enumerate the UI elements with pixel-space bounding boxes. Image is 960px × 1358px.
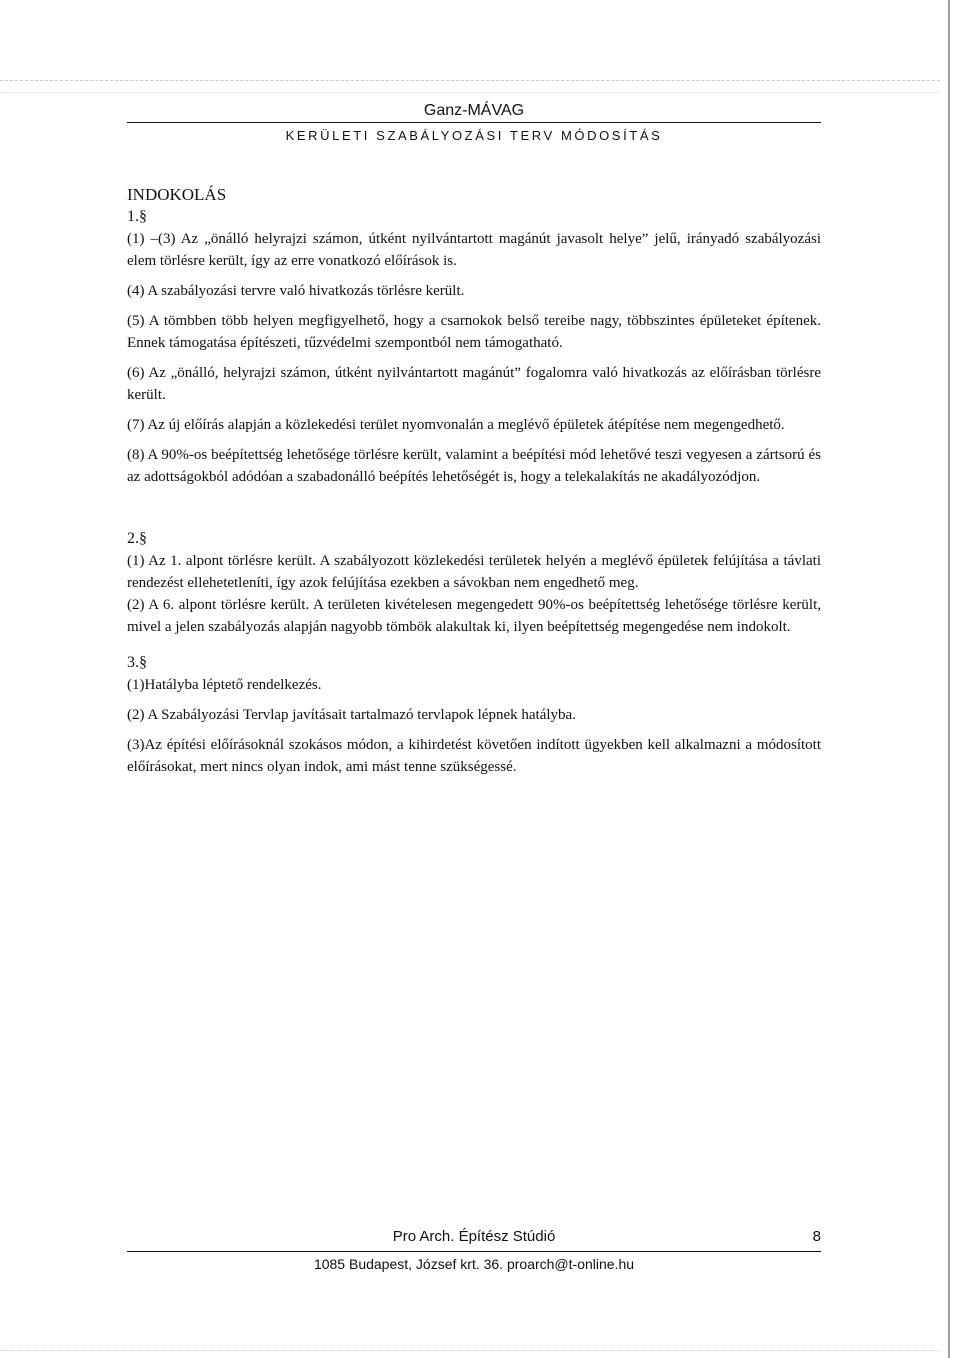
section-label-3: 3.§ (127, 654, 147, 671)
page-number: 8 (812, 1228, 821, 1245)
section-heading: INDOKOLÁS (127, 185, 227, 204)
paragraph-3-2: (2) A Szabályozási Tervlap javításait tartalmazó tervlapok lépnek hatályba. (127, 707, 576, 723)
section-label-2: 2.§ (127, 530, 147, 547)
header-title: Ganz-MÁVAG (423, 102, 525, 119)
page-footer (127, 1228, 821, 1272)
scan-edge-right (948, 0, 950, 1358)
paragraph-1-4: (4) A szabályozási tervre való hivatkozás törlésre került. (127, 283, 465, 299)
page-header (127, 102, 821, 147)
scan-edge-bottom (0, 1350, 940, 1351)
paragraph-1-1: (1) –(3) Az „önálló helyrajzi számon, útként nyilvántartott magánút javasolt helye” jelű, irányadó szabályozási elem törlésre került, így az erre vonatkozó előírások is. (127, 231, 821, 269)
paragraph-2-1: (1) Az 1. alpont törlésre került. A szabályozott közlekedési területek helyén a meglévő épületek felújítása a távlati rendezést ellehetetleníti, így azok felújítása ezekben a sávokban nem engedhető meg. (127, 553, 821, 591)
paragraph-1-6: (6) Az „önálló, helyrajzi számon, útként nyilvántartott magánút” fogalomra való hivatkozás az előírásban törlésre került. (127, 365, 821, 403)
paragraph-2-2: (2) A 6. alpont törlésre került. A területen kivételesen megengedett 90%-os beépítettség lehetősége törlésre került, mivel a jelen szabályozás alapján nagyobb tömbök alakultak ki, ilyen beépítettség megengedése nem indokolt. (127, 597, 821, 635)
scan-edge-top-faint (0, 92, 940, 93)
paragraph-1-5: (5) A tömbben több helyen megfigyelhető, hogy a csarnokok belső tereibe nagy, többszintes épületeket építenek. Ennek támogatása építészeti, tűzvédelmi szempontból nem támogatható. (127, 313, 821, 351)
paragraph-3-1: (1)Hatályba léptető rendelkezés. (127, 677, 322, 693)
header-divider (127, 122, 821, 123)
scan-edge-top (0, 80, 940, 81)
paragraph-1-8: (8) A 90%-os beépítettség lehetősége törlésre került, valamint a beépítési mód lehetővé teszi vegyesen a zártsorú és az adottságokból adódóan a szabadonálló beépítés lehetőségét is, hogy a telekalakítás ne akadályozódjon. (127, 447, 821, 485)
paragraph-3-3: (3)Az építési előírásoknál szokásos módon, a kihirdetést követően indított ügyekben kell alkalmazni a módosított előírásokat, mert nincs olyan indok, ami mást tenne szükségessé. (127, 737, 821, 775)
footer-studio-name: Pro Arch. Építész Stúdió (392, 1228, 556, 1245)
footer-address: 1085 Budapest, József krt. 36. proarch@t-online.hu (313, 1256, 635, 1272)
header-subtitle: KERÜLETI SZABÁLYOZÁSI TERV MÓDOSÍTÁS (285, 128, 663, 143)
document-body (127, 184, 821, 778)
section-label-1: 1.§ (127, 208, 147, 225)
paragraph-1-7: (7) Az új előírás alapján a közlekedési terület nyomvonalán a meglévő épületek átépítése nem megengedhető. (127, 417, 785, 433)
footer-divider (127, 1251, 821, 1252)
